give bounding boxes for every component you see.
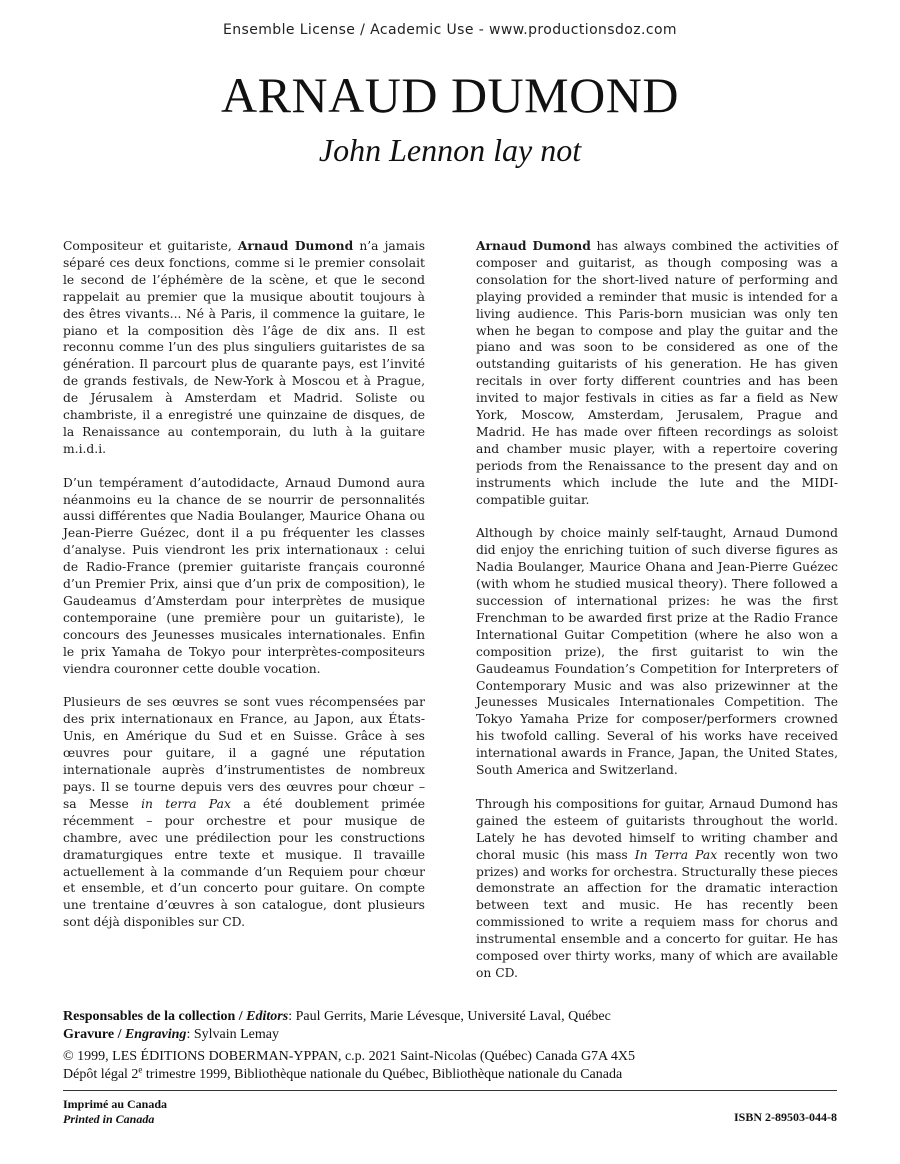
copyright-line: © 1999, LES ÉDITIONS DOBERMAN-YPPAN, c.p. 2021 Saint-Nicolas (Québec) Canada G7A 4X5: [63, 1049, 636, 1064]
footer-divider: [63, 1090, 837, 1091]
printed-in: [63, 1097, 167, 1127]
composer-name-bold: Arnaud Dumond: [237, 238, 354, 253]
biography-french: [63, 238, 425, 948]
french-paragraph-2: D’un tempérament d’autodidacte, Arnaud Dumond aura néanmoins eu la chance de se nourrir de personnalités aussi différentes que Nadia Boulanger, Maurice Ohana ou Jean-Pierre Guézec, dont il a pu fréquenter les classes d’analyse. Puis viendront les prix internationaux : celui de Radio-France (premier guitariste français couronné d’un Premier Prix, ainsi que d’un prix de composition), le Gaudeamus d’Amsterdam pour interprètes de musique contemporaine (une première pour un guitariste), le concours des Jeunesses musicales internationales. Enfin le prix Yamaha de Tokyo pour interprètes-compositeurs viendra couronner cette double vocation.: [63, 475, 425, 676]
french-paragraph-1: Compositeur et guitariste, Arnaud Dumond n’a jamais séparé ces deux fonctions, comme si le premier consolait le second de l’éphémère de la scène, et que le second rappelait au premier que la musique aboutit toujours à des êtres vivants... Né à Paris, il commence la guitare, le piano et la composition dès l’âge de dix ans. Il est reconnu comme l’un des plus singuliers guitaristes de sa génération. Il parcourt plus de quarante pays, est l’invité de grands festivals, de New-York à Moscou et à Prague, de Jérusalem à Amsterdam et Madrid. Soliste ou chambriste, il a enregistré une quinzaine de disques, de la Renaissance au contemporain, du luth à la guitare m.i.d.i.: [63, 238, 426, 456]
english-paragraph-1: Arnaud Dumond has always combined the activities of composer and guitarist, as though composing was a consolation for the short-lived nature of performing and playing provided a reminder that music is intended for a living audience. This Paris-born musician was only ten when he began to compose and play the guitar and the piano and was soon to be considered as one of the outstanding guitarists of his generation. He has given recitals in over forty different countries and has been invited to major festivals in cities as far a field as New York, Moscow, Amsterdam, Jerusalem, Prague and Madrid. He has made over fifteen recordings as soloist and chamber music player, with a repertoire covering periods from the Renaissance to the present day and on instruments which include the lute and the MIDI-compatible guitar.: [476, 238, 838, 507]
printed-english: Printed in Canada: [63, 1112, 155, 1126]
printed-french: Imprimé au Canada: [63, 1097, 168, 1111]
publication-credits: [63, 1008, 843, 1084]
mass-title: in terra Pax: [141, 796, 231, 811]
english-paragraph-2: Although by choice mainly self-taught, Arnaud Dumond did enjoy the enriching tuition of such diverse figures as Nadia Boulanger, Maurice Ohana and Jean-Pierre Guézec (with whom he studied musical theory). There followed a succession of international prizes: he was the first Frenchman to be awarded first prize at the Radio France International Guitar Competition (where he also won a composition prize), the first guitarist to win the Gaudeamus Foundation’s Competition for Interpreters of Contemporary Music and was also prizewinner at the Jeunesses Musicales Internationales Competition. The Tokyo Yamaha Prize for composer/performers crowned his twofold calling. Several of his works have received international awards in France, Japan, the United States, South America and Switzerland.: [476, 526, 838, 778]
work-title: John Lennon lay not: [318, 132, 582, 168]
editors-line: Responsables de la collection / Editors: Paul Gerrits, Marie Lévesque, Université Laval, Québec: [63, 1009, 611, 1024]
biography-english: [476, 238, 838, 999]
mass-title: In Terra Pax: [634, 847, 718, 862]
isbn: ISBN 2-89503-044-8: [733, 1110, 837, 1124]
composer-name-bold: Arnaud Dumond: [476, 238, 591, 253]
composer-name: ARNAUD DUMOND: [221, 67, 679, 123]
legal-deposit-line: Dépôt légal 2e trimestre 1999, Bibliothèque nationale du Québec, Bibliothèque nationale du Canada: [63, 1064, 623, 1082]
french-paragraph-3: Plusieurs de ses œuvres se sont vues récompensées par des prix internationaux en France, au Japon, aux États-Unis, en Amérique du Sud et en Suisse. Grâce à ses œuvres pour guitare, il a gagné une réputation internationale auprès d’instrumentistes de nombreux pays. Il se tourne depuis vers des œuvres pour chœur – sa Messe in terra Pax a été doublement primée récemment – pour orchestre et pour musique de chambre, avec une prédilection pour les constructions dramaturgiques entre texte et musique. Il travaille actuellement à la commande d’un Requiem pour chœur et ensemble, et d’un concerto pour guitare. On compte une trentaine d’œuvres à son catalogue, dont plusieurs sont déjà disponibles sur CD.: [63, 695, 426, 930]
license-notice: Ensemble License / Academic Use - www.productionsdoz.com: [223, 22, 677, 38]
engraving-line: Gravure / Engraving: Sylvain Lemay: [63, 1027, 279, 1042]
english-paragraph-3: Through his compositions for guitar, Arnaud Dumond has gained the esteem of guitarists throughout the world. Lately he has devoted himself to writing chamber and choral music (his mass In Terra Pax recently won two prizes) and works for orchestra. Structurally these pieces demonstrate an affection for the dramatic interaction between text and music. He has recently been commissioned to write a requiem mass for chorus and instrumental ensemble and a concerto for guitar. He has composed over thirty works, many of which are available on CD.: [476, 796, 838, 980]
